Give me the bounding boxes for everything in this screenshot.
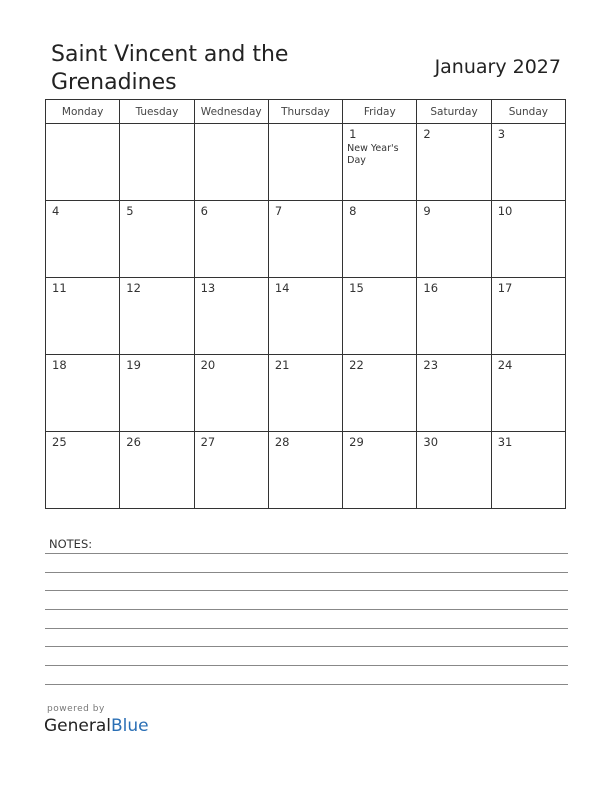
notes-line — [45, 572, 568, 573]
notes-line — [45, 628, 568, 629]
day-cell — [417, 201, 491, 278]
day-cell — [194, 124, 268, 201]
day-number: 21 — [274, 358, 290, 372]
day-number: 14 — [274, 281, 290, 295]
holiday-label: New Year's Day — [347, 143, 399, 166]
day-number: 3 — [497, 127, 506, 141]
day-number: 15 — [349, 281, 364, 295]
day-number: 5 — [126, 204, 134, 218]
weekday-wednesday: Wednesday — [194, 100, 268, 124]
day-cell — [120, 278, 194, 355]
day-cell — [268, 201, 342, 278]
day-number: 6 — [200, 204, 208, 218]
day-number: 9 — [423, 204, 431, 218]
day-number — [46, 124, 119, 127]
day-number: 4 — [52, 204, 60, 218]
day-cell — [120, 355, 194, 432]
day-number: 27 — [200, 435, 216, 449]
day-cell — [268, 355, 342, 432]
day-number: 22 — [349, 358, 364, 372]
day-cell — [417, 355, 491, 432]
day-cell — [491, 278, 565, 355]
day-number: 19 — [126, 358, 141, 372]
day-cell — [268, 124, 342, 201]
brand-general: General — [44, 716, 111, 736]
day-number: 26 — [126, 435, 141, 449]
notes-line — [45, 684, 568, 685]
day-number — [120, 124, 193, 127]
day-number: 1 — [349, 127, 357, 141]
day-number: 12 — [126, 281, 141, 295]
week-row — [46, 201, 566, 278]
calendar-title: Saint Vincent and the Grenadines — [51, 42, 289, 95]
day-cell — [343, 278, 417, 355]
day-number: 2 — [423, 127, 431, 141]
powered-by-text: powered by — [47, 704, 105, 714]
weekday-saturday: Saturday — [417, 100, 491, 124]
day-cell — [268, 278, 342, 355]
weekday-header-row — [46, 100, 566, 124]
day-cell — [120, 124, 194, 201]
weekday-monday: Monday — [46, 100, 120, 124]
day-number: 13 — [200, 281, 216, 295]
day-cell — [46, 432, 120, 509]
notes-line — [45, 553, 568, 554]
generalblue-logo — [44, 716, 149, 736]
day-cell — [343, 201, 417, 278]
day-number: 30 — [423, 435, 439, 449]
notes-label: NOTES: — [49, 537, 93, 551]
week-row — [46, 124, 566, 201]
day-cell — [46, 201, 120, 278]
day-number: 18 — [52, 358, 67, 372]
calendar-grid — [45, 99, 566, 509]
day-number: 7 — [274, 204, 283, 218]
day-cell — [343, 355, 417, 432]
weekday-thursday: Thursday — [268, 100, 342, 124]
day-cell — [194, 355, 268, 432]
day-cell — [417, 432, 491, 509]
day-cell — [491, 355, 565, 432]
notes-line — [45, 590, 568, 591]
day-number: 24 — [497, 358, 513, 372]
day-cell — [491, 124, 565, 201]
day-cell — [46, 124, 120, 201]
day-cell — [268, 432, 342, 509]
weekday-tuesday: Tuesday — [120, 100, 194, 124]
day-cell — [343, 432, 417, 509]
weekday-sunday: Sunday — [491, 100, 565, 124]
notes-line — [45, 646, 568, 647]
day-cell — [491, 201, 565, 278]
day-cell — [120, 432, 194, 509]
notes-line — [45, 665, 568, 666]
day-cell — [120, 201, 194, 278]
notes-line — [45, 609, 568, 610]
day-cell — [417, 124, 491, 201]
day-cell — [491, 432, 565, 509]
day-cell — [46, 278, 120, 355]
day-cell — [343, 124, 417, 201]
day-number: 17 — [497, 281, 513, 295]
week-row — [46, 278, 566, 355]
day-number: 25 — [52, 435, 67, 449]
day-cell — [194, 201, 268, 278]
day-number: 11 — [52, 281, 67, 295]
day-number — [269, 124, 342, 127]
day-number: 23 — [423, 358, 439, 372]
day-number — [195, 124, 268, 127]
day-number: 20 — [200, 358, 216, 372]
day-number: 31 — [497, 435, 513, 449]
day-cell — [417, 278, 491, 355]
day-cell — [194, 278, 268, 355]
day-cell — [46, 355, 120, 432]
day-number: 28 — [274, 435, 290, 449]
week-row — [46, 432, 566, 509]
day-number: 8 — [349, 204, 357, 218]
day-cell — [194, 432, 268, 509]
day-number: 10 — [497, 204, 513, 218]
day-number: 29 — [349, 435, 364, 449]
month-label: January 2027 — [434, 56, 561, 78]
week-row — [46, 355, 566, 432]
day-number: 16 — [423, 281, 439, 295]
brand-blue: Blue — [111, 716, 149, 736]
weekday-friday: Friday — [343, 100, 417, 124]
